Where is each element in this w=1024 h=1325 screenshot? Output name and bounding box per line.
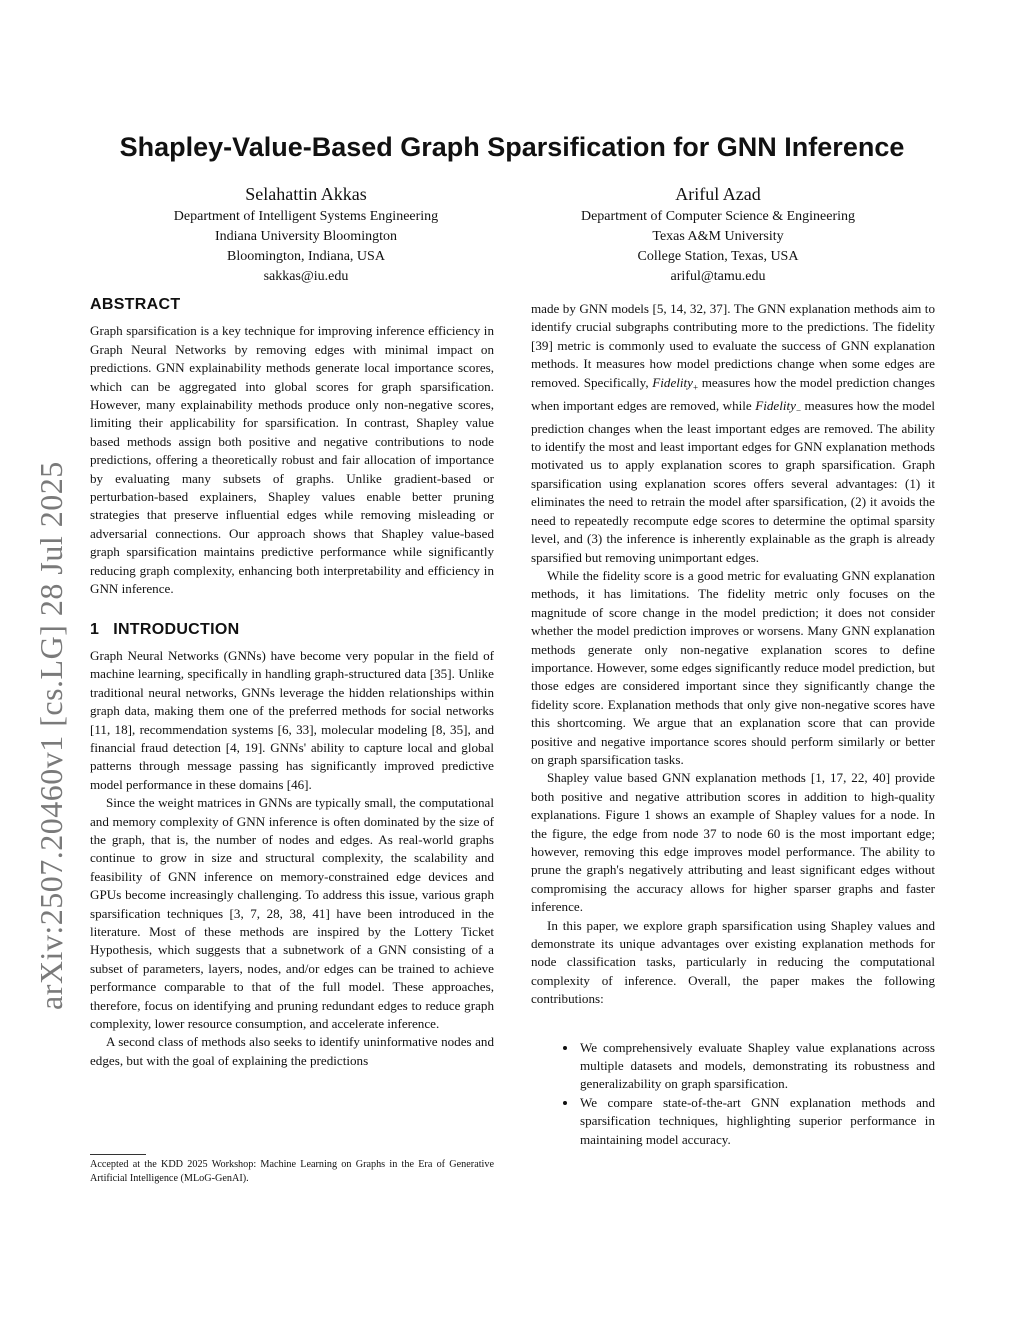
author-location: Bloomington, Indiana, USA <box>227 249 385 264</box>
text-run: measures how the model prediction changes when the least important edges are removed. The ability to identify the most and least important edges for GNN explanation methods motivated us to apply explanation scores to graph sparsification. Graph sparsification using explanation scores offers several advantages: (1) it eliminates the need to retrain the model after sparsification, (2) it avoids the need to repeatedly recompute edge scores to determine the optimal sparsity level, and (3) the inference is inherently explainable as the graph is already sparsified but removing unimportant edges. <box>531 397 935 565</box>
fidelity-plus-symbol <box>652 374 699 393</box>
intro-paragraph: In this paper, we explore graph sparsification using Shapley values and demonstrate its unique advantages over existing explanation methods for node classification tasks, particularly in reducing the computational complexity of inference. Overall, the paper makes the following contributions: <box>531 917 935 1007</box>
author-name: Selahattin Akkas <box>245 184 367 204</box>
section-title: INTRODUCTION <box>113 620 240 638</box>
arxiv-identifier: arXiv:2507.20460v1 [cs.LG] 28 Jul 2025 <box>33 461 69 1010</box>
text-run: made by GNN models [5, 14, 32, 37]. The GNN explanation methods aim to identify crucial subgraphs contributing more to the predictions. The fidelity [39] metric is commonly used to evaluate the success of GNN explanation methods. It measures how model predictions change when some edges are removed. Specifically, <box>531 301 935 390</box>
text-run: measures how the model prediction changes when important edges are removed, while <box>531 374 935 413</box>
footnote-divider <box>90 1154 146 1155</box>
math-base: Fidelity <box>755 397 796 413</box>
footnote: Accepted at the KDD 2025 Workshop: Machine Learning on Graphs in the Era of Generative Artificial Intelligence (MLoG-GenAI). <box>90 1159 494 1184</box>
left-column <box>90 296 494 1070</box>
author-email: ariful@tamu.edu <box>670 269 766 284</box>
author-location: College Station, Texas, USA <box>637 249 799 264</box>
author-name: Ariful Azad <box>675 184 761 204</box>
author-institution: Texas A&M University <box>652 229 784 244</box>
section-number: 1 <box>90 620 100 638</box>
list-item: • We compare state-of-the-art GNN explanation methods and sparsification techniques, highlighting superior performance in maintaining model accuracy. <box>578 1094 935 1149</box>
right-column <box>531 300 935 1149</box>
intro-paragraph: A second class of methods also seeks to identify uninformative nodes and edges, but with the goal of explaining the predictions <box>90 1034 494 1068</box>
intro-paragraph: Shapley value based GNN explanation methods [1, 17, 22, 40] provide both positive and negative attribution scores in addition to high-quality explanations. Figure 1 shows an example of Shapley values for a node. In the figure, the edge from node 37 to node 60 is the most important edge; however, removing this edge improves model performance. The ability to prune the graph's negatively attributing and least significant edges without compromising the accuracy allows for higher sparser graphs and faster inference. <box>531 770 935 915</box>
intro-paragraph: Since the weight matrices in GNNs are typically small, the computational and memory complexity of GNN inference is often dominated by the size of the graph, that is, the number of nodes and edges. As real-world graphs continue to grow in size and structural complexity, the scalability and feasibility of GNN inference on memory-constrained edge devices and GPUs become increasingly challenging. To address this issue, various graph sparsification techniques [3, 7, 28, 38, 41] have been introduced in the literature. Most of these methods are inspired by the Lottery Ticket Hypothesis, which suggests that a subnetwork of a GNN consisting of a subset of parameters, layers, nodes, and/or edges can be trained to achieve performance comparable to that of the full model. These approaches, therefore, focus on identifying and pruning redundant edges to reduce graph complexity, lower resource consumption, and accelerate inference. <box>90 795 494 1032</box>
author-institution: Indiana University Bloomington <box>215 229 397 244</box>
author-block-2 <box>508 182 928 287</box>
introduction-heading <box>90 621 494 639</box>
math-subscript: + <box>693 382 699 393</box>
contributions-list <box>531 1039 935 1149</box>
author-department: Department of Intelligent Systems Engineering <box>173 209 439 224</box>
intro-paragraph: While the fidelity score is a good metric for evaluating GNN explanation methods, it has limitations. The fidelity metric only focuses on the magnitude of score change in the model prediction; it does not consider whether the model prediction improves or worsens. Many GNN explanation methods generate only non-negative explanation scores to define importance. However, some edges significantly reduce model prediction, but those edges are considered important since they significantly change the fidelity score. Explanation methods that only give non-negative scores have this shortcoming. We argue that an explanation score that can provide positive and negative importance scores should perform similarly or better on graph sparsification tasks. <box>531 567 935 767</box>
author-department: Department of Computer Science & Engineering <box>580 209 856 224</box>
fidelity-minus-symbol <box>755 397 802 416</box>
abstract-text: Graph sparsification is a key technique for improving inference efficiency in Graph Neural Networks by removing edges with minimal impact on predictions. GNN explainability methods generate local importance scores, which can be aggregated into global scores for graph sparsification. However, many explainability methods produce only non-negative scores, limiting their applicability for sparsification. In contrast, Shapley value based methods assign both positive and negative contributions to node predictions, offering a theoretically robust and fair allocation of importance by evaluating many subsets of graphs. Unlike gradient-based or perturbation-based explainers, Shapley values enable better pruning strategies that preserve influential edges while removing misleading or adversarial connections. Our approach shows that Shapley value-based graph sparsification maintains predictive performance while significantly reducing graph complexity, enhancing both interpretability and efficiency in GNN inference. <box>90 323 494 597</box>
author-email: sakkas@iu.edu <box>263 269 349 284</box>
abstract-heading: ABSTRACT <box>90 296 181 313</box>
author-block-1 <box>96 182 516 287</box>
math-base: Fidelity <box>652 374 693 390</box>
intro-paragraph-continued <box>531 300 935 567</box>
math-subscript: − <box>795 405 802 416</box>
intro-paragraph: Graph Neural Networks (GNNs) have become very popular in the field of machine learning, specifically in handling graph-structured data [35]. Unlike traditional neural networks, GNNs leverage the hidden relationships within graph data, making them one of the preferred methods for social networks [11, 18], recommendation systems [6, 33], molecular modeling [8, 35], and financial fraud detection [4, 19]. GNNs' ability to capture local and global patterns through message passing has significantly improved predictive model performance in these domains [46]. <box>90 647 494 792</box>
list-item: • We comprehensively evaluate Shapley value explanations across multiple datasets and models, demonstrating its robustness and generalizability on graph sparsification. <box>578 1039 935 1094</box>
paper-title: Shapley-Value-Based Graph Sparsification for GNN Inference <box>119 132 905 162</box>
